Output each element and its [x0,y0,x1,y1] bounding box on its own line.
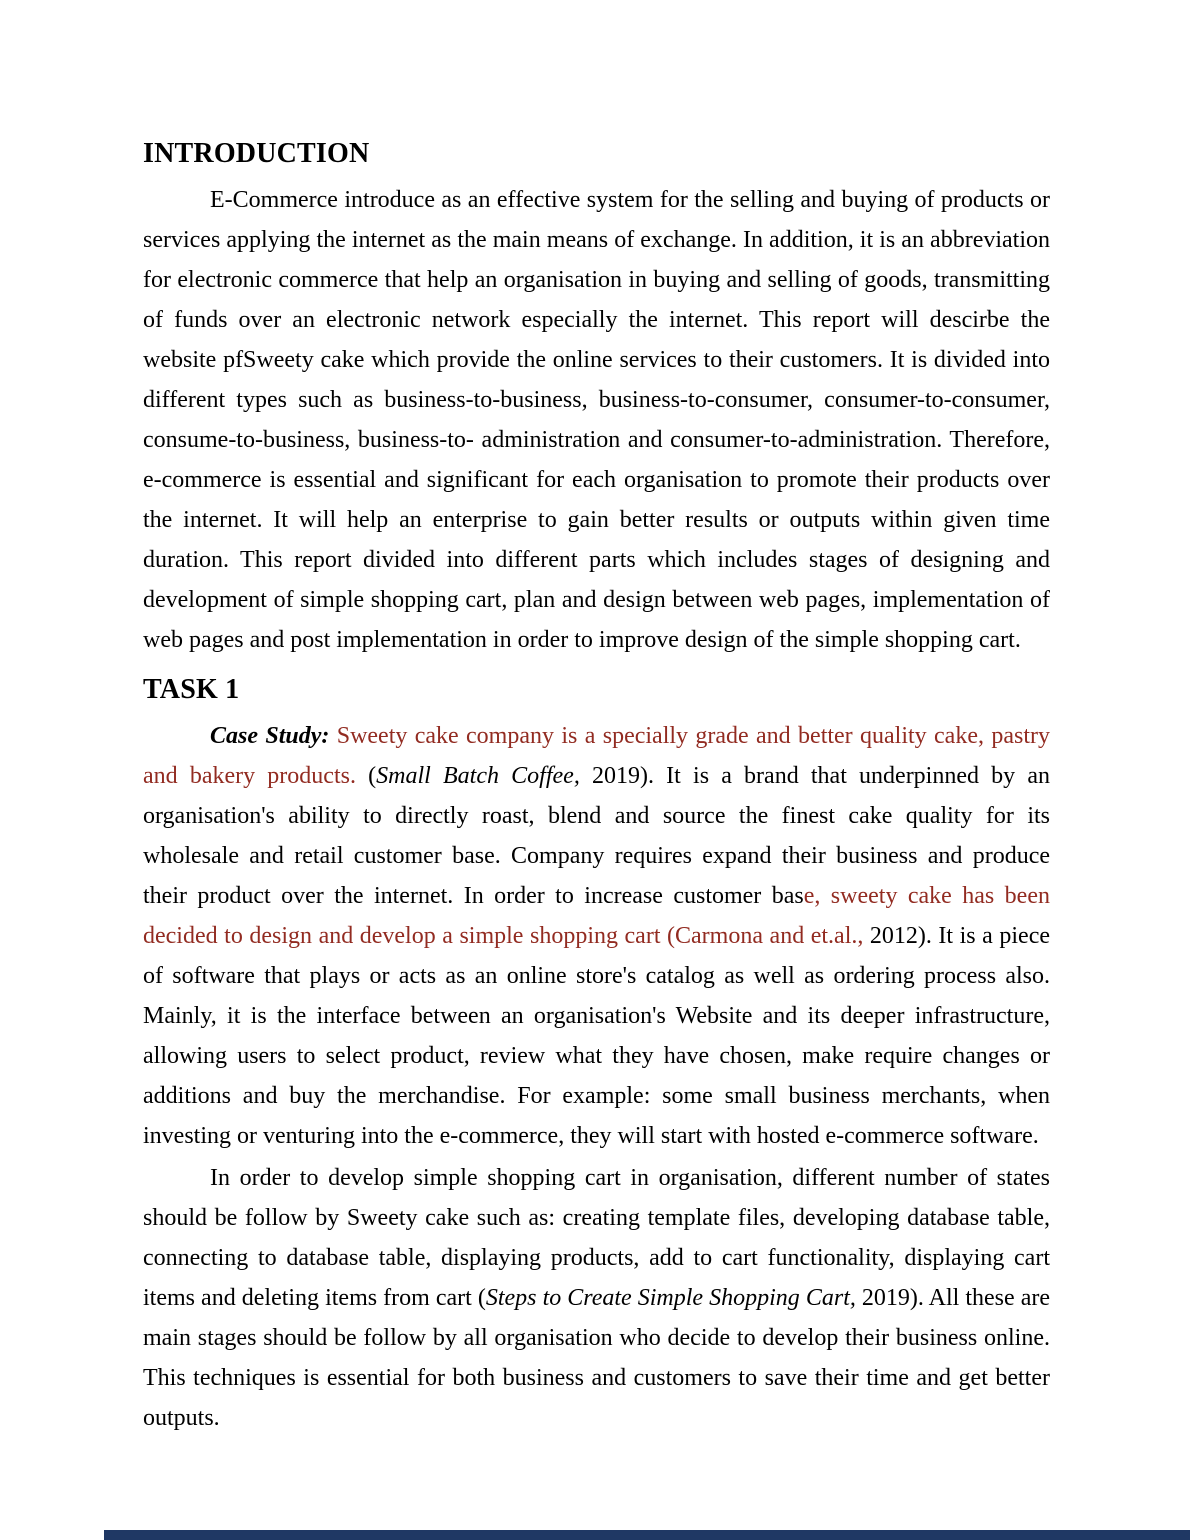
text-run: Small Batch Coffee, [376,763,580,789]
text-run: 2019). It is a brand that underpinned by an organisation's ability to directly roast, blend and source the finest cake quality for its wholesale and retail customer base. Company requires expand their business and produce their product over the internet. In order to increase customer bas [143,763,1051,909]
text-run: ( [368,763,377,789]
text-run: Sweety cake company is a specially grade and better quality cake, pastry and bakery products. [143,723,1050,789]
text-run: 2012). It is a piece of software that plays or acts as an online store's catalog as well as ordering process also. Mainly, it is the interface between an organisation's Website and its deeper infrastructure, allowing users to select product, review what they have chosen, make require changes or additions and buy the merchandise. For example: some small business merchants, when investing or venturing into the e-commerce, they will start with hosted e-commerce software. [143,923,1050,1149]
document-content [143,138,1050,1440]
bottom-edge-bar [104,1530,1190,1540]
paragraph-case-study [143,716,1050,1156]
paragraph-intro [143,180,1050,660]
text-run: In order to develop simple shopping cart in organisation, different number of states should be follow by Sweety cake such as: creating template files, developing database table, connecting to database table, displaying products, add to cart functionality, displaying cart items and deleting items from cart ( [143,1165,1050,1311]
text-run: E-Commerce introduce as an effective system for the selling and buying of products or services applying the internet as the main means of exchange. In addition, it is an abbreviation for electronic commerce that help an organisation in buying and selling of goods, transmitting of funds over an electronic network especially the internet. This report will descirbe the website pfSweety cake which provide the online services to their customers. It is divided into different types such as business-to-business, business-to-consumer, consumer-to-consumer, consume-to-business, business-to- administration and consumer-to-administration. Therefore, e-commerce is essential and significant for each organisation to promote their products over the internet. It will help an enterprise to gain better results or outputs within given time duration. This report divided into different parts which includes stages of designing and development of simple shopping cart, plan and design between web pages, implementation of web pages and post implementation in order to improve design of the simple shopping cart. [143,187,1050,653]
text-run: e, sweety cake has been decided to design and develop a simple shopping cart (Carmona and et.al., [143,883,1050,949]
heading-introduction: INTRODUCTION [143,138,370,169]
text-run: 2019). All these are main stages should be follow by all organisation who decide to develop their business online. This techniques is essential for both business and customers to save their time and get better outputs. [143,1285,1051,1431]
heading-task1: TASK 1 [143,674,240,705]
text-run: Case Study: [210,723,337,749]
text-run: Steps to Create Simple Shopping Cart, [485,1285,856,1311]
paragraph-development-stages [143,1158,1050,1438]
